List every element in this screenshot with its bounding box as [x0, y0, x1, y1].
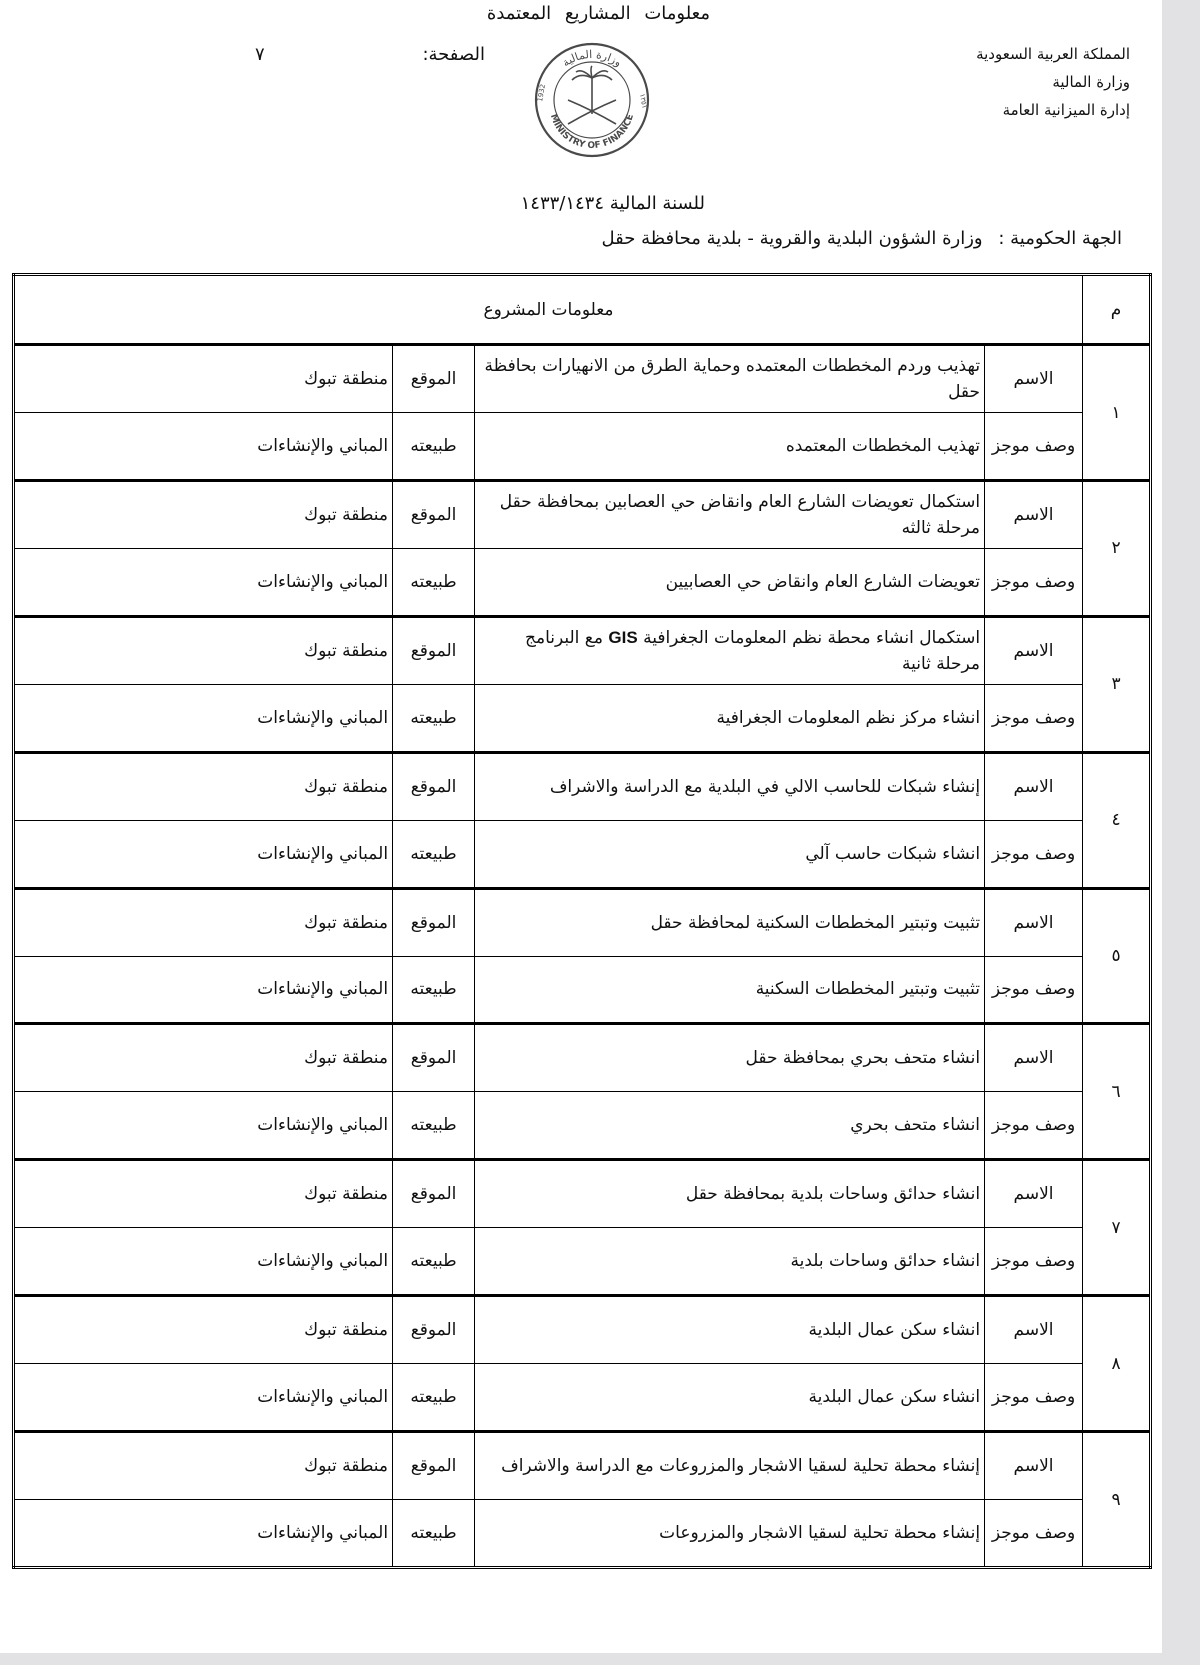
type-label: طبيعته — [393, 413, 475, 481]
type-label: طبيعته — [393, 820, 475, 888]
project-location: منطقة تبوك — [14, 1432, 393, 1500]
project-type: المباني والإنشاءات — [14, 548, 393, 616]
project-location: منطقة تبوك — [14, 752, 393, 820]
government-entity — [402, 228, 1122, 249]
name-label: الاسم — [985, 480, 1083, 548]
project-name-row — [14, 752, 1151, 820]
header-m: م — [1083, 275, 1151, 345]
project-desc: تهذيب المخططات المعتمده — [475, 413, 985, 481]
page-number: ٧ — [255, 44, 265, 65]
project-desc: انشاء مركز نظم المعلومات الجغرافية — [475, 684, 985, 752]
location-label: الموقع — [393, 1024, 475, 1092]
government-entity-label: الجهة الحكومية : — [998, 228, 1122, 249]
name-label: الاسم — [985, 1160, 1083, 1228]
project-desc: انشاء شبكات حاسب آلي — [475, 820, 985, 888]
project-location: منطقة تبوك — [14, 1296, 393, 1364]
desc-label: وصف موجز — [985, 1500, 1083, 1568]
type-label: طبيعته — [393, 684, 475, 752]
name-label: الاسم — [985, 616, 1083, 684]
project-location: منطقة تبوك — [14, 888, 393, 956]
name-label: الاسم — [985, 888, 1083, 956]
name-label: الاسم — [985, 1024, 1083, 1092]
project-desc: انشاء حدائق وساحات بلدية — [475, 1228, 985, 1296]
type-label: طبيعته — [393, 1500, 475, 1568]
location-label: الموقع — [393, 1160, 475, 1228]
page-margin-right — [1162, 0, 1200, 1665]
projects-table — [12, 273, 1152, 1569]
project-location: منطقة تبوك — [14, 480, 393, 548]
project-number: ٣ — [1083, 616, 1151, 752]
desc-label: وصف موجز — [985, 1364, 1083, 1432]
project-name-row — [14, 1432, 1151, 1500]
document-title: معلومات المشاريع المعتمدة — [486, 3, 710, 24]
header-project-info: معلومات المشروع — [14, 275, 1083, 345]
project-desc: انشاء سكن عمال البلدية — [475, 1364, 985, 1432]
project-name-row — [14, 1296, 1151, 1364]
project-name-row — [14, 616, 1151, 684]
palm-emblem-icon — [568, 66, 616, 124]
project-desc: انشاء متحف بحري — [475, 1092, 985, 1160]
project-number: ٥ — [1083, 888, 1151, 1024]
project-location: منطقة تبوك — [14, 1160, 393, 1228]
project-number: ٨ — [1083, 1296, 1151, 1432]
location-label: الموقع — [393, 752, 475, 820]
project-name: إنشاء شبكات للحاسب الالي في البلدية مع الدراسة والاشراف — [475, 752, 985, 820]
project-desc-row — [14, 1092, 1151, 1160]
project-type: المباني والإنشاءات — [14, 1092, 393, 1160]
svg-text:MINISTRY OF FINANCE — [548, 113, 636, 151]
project-type: المباني والإنشاءات — [14, 956, 393, 1024]
project-name: انشاء متحف بحري بمحافظة حقل — [475, 1024, 985, 1092]
project-name-row — [14, 1160, 1151, 1228]
ministry-seal-icon — [528, 40, 656, 158]
location-label: الموقع — [393, 616, 475, 684]
project-name: استكمال انشاء محطة نظم المعلومات الجغرافية GIS مع البرنامج مرحلة ثانية — [475, 616, 985, 684]
project-desc-row — [14, 413, 1151, 481]
project-type: المباني والإنشاءات — [14, 413, 393, 481]
project-number: ٩ — [1083, 1432, 1151, 1568]
project-desc-row — [14, 684, 1151, 752]
page-margin-bottom — [0, 1653, 1200, 1665]
project-desc-row — [14, 956, 1151, 1024]
name-label: الاسم — [985, 752, 1083, 820]
desc-label: وصف موجز — [985, 548, 1083, 616]
project-desc-row — [14, 820, 1151, 888]
project-number: ٢ — [1083, 480, 1151, 616]
type-label: طبيعته — [393, 956, 475, 1024]
type-label: طبيعته — [393, 548, 475, 616]
project-number: ٤ — [1083, 752, 1151, 888]
kingdom-name: المملكة العربية السعودية — [976, 45, 1130, 63]
letterhead — [870, 40, 1130, 124]
project-name-row — [14, 345, 1151, 413]
project-number: ٦ — [1083, 1024, 1151, 1160]
seal-bottom-text: MINISTRY OF FINANCE — [547, 112, 636, 152]
desc-label: وصف موجز — [985, 413, 1083, 481]
project-desc-row — [14, 548, 1151, 616]
desc-label: وصف موجز — [985, 956, 1083, 1024]
project-name: تهذيب وردم المخططات المعتمده وحماية الطرق من الانهيارات بحافظة حقل — [475, 345, 985, 413]
project-name: انشاء حدائق وساحات بلدية بمحافظة حقل — [475, 1160, 985, 1228]
project-location: منطقة تبوك — [14, 616, 393, 684]
name-label: الاسم — [985, 1296, 1083, 1364]
project-desc: إنشاء محطة تحلية لسقيا الاشجار والمزروعات — [475, 1500, 985, 1568]
name-label: الاسم — [985, 345, 1083, 413]
project-name: استكمال تعويضات الشارع العام وانقاض حي العصابين بمحافظة حقل مرحلة ثالثه — [475, 480, 985, 548]
desc-label: وصف موجز — [985, 820, 1083, 888]
location-label: الموقع — [393, 1432, 475, 1500]
page-label: الصفحة: — [422, 44, 485, 65]
project-location: منطقة تبوك — [14, 1024, 393, 1092]
project-name: إنشاء محطة تحلية لسقيا الاشجار والمزروعات مع الدراسة والاشراف — [475, 1432, 985, 1500]
project-type: المباني والإنشاءات — [14, 1364, 393, 1432]
type-label: طبيعته — [393, 1228, 475, 1296]
location-label: الموقع — [393, 480, 475, 548]
project-number: ١ — [1083, 345, 1151, 481]
type-label: طبيعته — [393, 1364, 475, 1432]
project-desc-row — [14, 1364, 1151, 1432]
project-desc: تعويضات الشارع العام وانقاض حي العصابيين — [475, 548, 985, 616]
name-label: الاسم — [985, 1432, 1083, 1500]
seal-top-text: وزارة المالية — [559, 47, 625, 70]
project-name-row — [14, 480, 1151, 548]
project-location: منطقة تبوك — [14, 345, 393, 413]
desc-label: وصف موجز — [985, 684, 1083, 752]
seal-year-left: 1932 — [536, 83, 548, 103]
project-type: المباني والإنشاءات — [14, 1500, 393, 1568]
location-label: الموقع — [393, 345, 475, 413]
type-label: طبيعته — [393, 1092, 475, 1160]
project-name-gis: GIS — [608, 627, 638, 647]
project-type: المباني والإنشاءات — [14, 820, 393, 888]
location-label: الموقع — [393, 1296, 475, 1364]
project-desc: تثبيت وتبتير المخططات السكنية — [475, 956, 985, 1024]
government-entity-value: وزارة الشؤون البلدية والقروية - بلدية محافظة حقل — [601, 228, 983, 249]
project-type: المباني والإنشاءات — [14, 1228, 393, 1296]
desc-label: وصف موجز — [985, 1092, 1083, 1160]
location-label: الموقع — [393, 888, 475, 956]
seal-year-right: ١٣٥١ — [638, 92, 649, 110]
fiscal-year: للسنة المالية ١٤٣٣/١٤٣٤ — [520, 193, 705, 214]
project-name: انشاء سكن عمال البلدية — [475, 1296, 985, 1364]
project-name-row — [14, 1024, 1151, 1092]
table-header-row — [14, 275, 1151, 345]
department-name: إدارة الميزانية العامة — [1002, 101, 1130, 119]
desc-label: وصف موجز — [985, 1228, 1083, 1296]
ministry-name: وزارة المالية — [1052, 73, 1130, 91]
projects-table-body — [14, 275, 1151, 1568]
project-type: المباني والإنشاءات — [14, 684, 393, 752]
project-name: تثبيت وتبتير المخططات السكنية لمحافظة حقل — [475, 888, 985, 956]
project-name-row — [14, 888, 1151, 956]
project-number: ٧ — [1083, 1160, 1151, 1296]
project-desc-row — [14, 1500, 1151, 1568]
project-desc-row — [14, 1228, 1151, 1296]
